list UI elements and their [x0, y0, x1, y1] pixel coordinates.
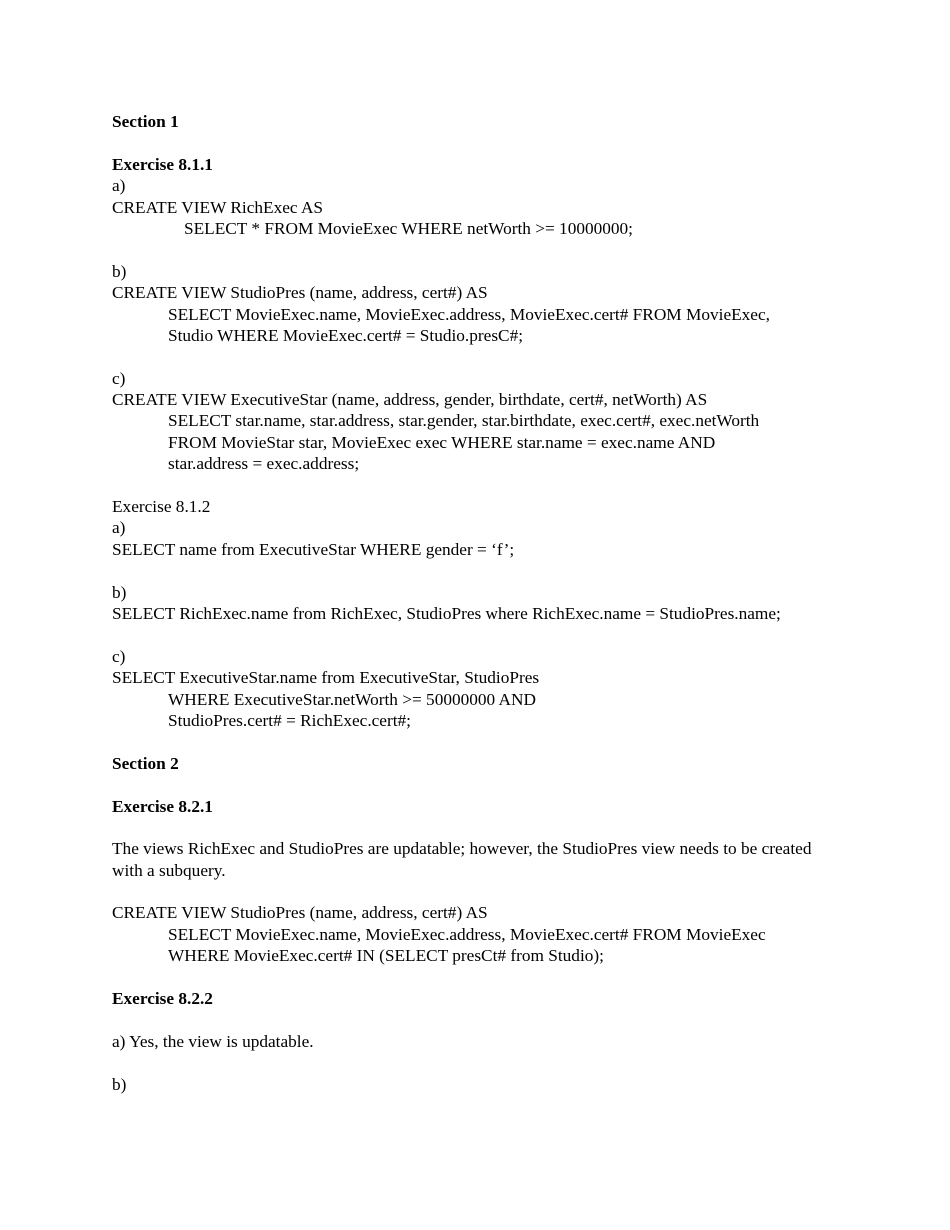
code-line: SELECT MovieExec.name, MovieExec.address, MovieExec.cert# FROM MovieExec,: [168, 304, 770, 324]
code-line: StudioPres.cert# = RichExec.cert#;: [168, 710, 411, 730]
code-line: SELECT ExecutiveStar.name from ExecutiveStar, StudioPres: [112, 668, 540, 688]
exercise-8-2-1-heading: Exercise 8.2.1: [112, 796, 213, 816]
exercise-8-1-2-heading: Exercise 8.1.2: [112, 497, 211, 517]
code-line: SELECT MovieExec.name, MovieExec.address, MovieExec.cert# FROM MovieExec: [168, 924, 766, 944]
part-b-label: b): [112, 261, 127, 281]
document-page: [112, 111, 912, 1095]
section-2-heading: Section 2: [112, 753, 179, 773]
section-1-heading: Section 1: [112, 112, 179, 131]
code-line: SELECT star.name, star.address, star.gender, star.birthdate, exec.cert#, exec.netWorth: [168, 411, 760, 431]
code-line: CREATE VIEW ExecutiveStar (name, address, gender, birthdate, cert#, netWorth) AS: [112, 390, 708, 410]
code-line: SELECT * FROM MovieExec WHERE netWorth >= 10000000;: [184, 218, 633, 238]
code-line: CREATE VIEW StudioPres (name, address, cert#) AS: [112, 903, 488, 923]
part-c-label: c): [112, 368, 126, 388]
code-line: SELECT name from ExecutiveStar WHERE gender = ‘f’;: [112, 539, 515, 559]
paragraph-text: The views RichExec and StudioPres are updatable; however, the StudioPres view needs to be created with a subquery.: [112, 839, 812, 880]
part-a-label: a): [112, 176, 126, 196]
code-line: CREATE VIEW RichExec AS: [112, 197, 324, 217]
part-a-label: a): [112, 518, 126, 538]
code-line: SELECT RichExec.name from RichExec, StudioPres where RichExec.name = StudioPres.name;: [112, 603, 781, 623]
part-c-label: c): [112, 646, 126, 666]
code-line: FROM MovieStar star, MovieExec exec WHERE star.name = exec.name AND: [168, 432, 716, 452]
part-b-label: b): [112, 1074, 127, 1094]
code-line: Studio WHERE MovieExec.cert# = Studio.presC#;: [168, 325, 524, 345]
code-line: WHERE MovieExec.cert# IN (SELECT presCt# from Studio);: [168, 946, 604, 966]
code-line: WHERE ExecutiveStar.netWorth >= 50000000 AND: [168, 689, 536, 709]
answer-text: a) Yes, the view is updatable.: [112, 1031, 314, 1051]
exercise-8-1-1-heading: Exercise 8.1.1: [112, 154, 213, 174]
exercise-8-2-2-heading: Exercise 8.2.2: [112, 989, 213, 1009]
code-line: CREATE VIEW StudioPres (name, address, cert#) AS: [112, 283, 488, 303]
code-line: star.address = exec.address;: [168, 454, 360, 474]
part-b-label: b): [112, 582, 127, 602]
